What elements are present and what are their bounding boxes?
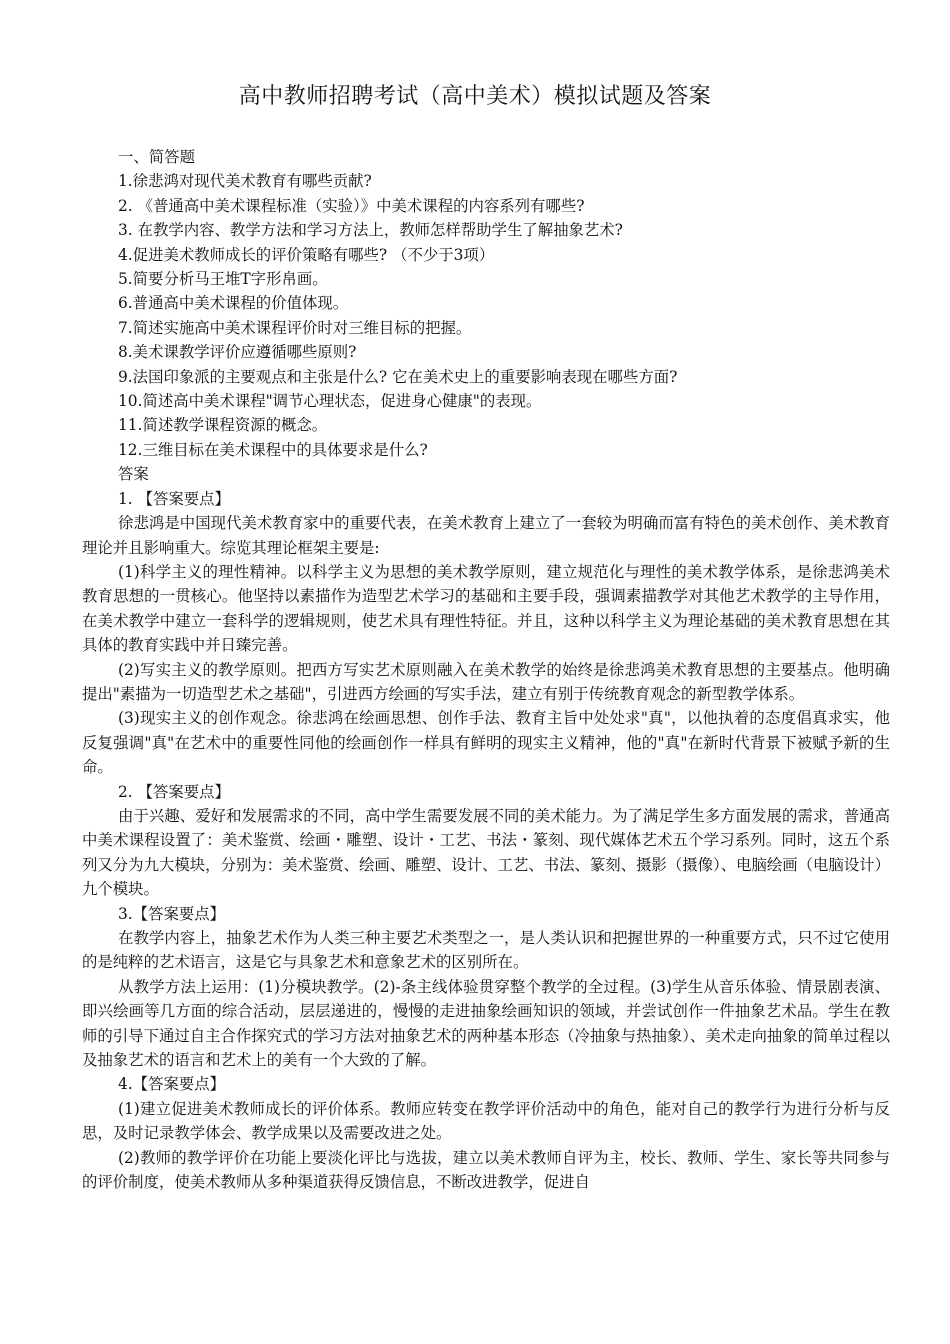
answer-1-point-2: (2)写实主义的教学原则。把西方写实艺术原则融入在美术教学的始终是徐悲鸿美术教育思想的主要基点。他明确提出"素描为一切造型艺术之基础"，引进西方绘画的写实手法，建立有别于传统教育观念的新型教学体系。 [82,660,890,703]
question-item: 9.法国印象派的主要观点和主张是什么? 它在美术史上的重要影响表现在哪些方面? [118,367,678,386]
answer-4-point-1: (1)建立促进美术教师成长的评价体系。教师应转变在教学评价活动中的角色，能对自己的教学行为进行分析与反思，及时记录教学体会、教学成果以及需要改进之处。 [82,1099,890,1143]
question-item: 1.徐悲鸿对现代美术教育有哪些贡献? [118,172,372,191]
section-heading: 一、简答题 [118,148,195,166]
answer-1-intro: 徐悲鸿是中国现代美术教育家中的重要代表，在美术教育上建立了一套较为明确而富有特色的美术创作、美术教育理论并且影响重大。综览其理论框架主要是: [82,514,890,557]
question-item: 2. 《普通高中美术课程标准（实验）》中美术课程的内容系列有哪些? [118,196,585,215]
answer-3-label: 3.【答案要点】 [118,904,226,923]
answer-1-point-1: (1)科学主义的理性精神。以科学主义为思想的美术教学原则，建立规范化与理性的美术教学体系，是徐悲鸿美术教育思想的一贯核心。他坚持以素描作为造型艺术学习的基础和主要手段，强调素描教学对其他艺术教学的主导作用，在美术教学中建立一套科学的逻辑规则，使艺术具有理性特征。并且，这种以科学主义为理论基础的美术教育思想在其具体的教育实践中并日臻完善。 [82,562,890,655]
question-item: 6.普通高中美术课程的价值体现。 [118,294,349,313]
question-item: 4.促进美术教师成长的评价策略有哪些? （不少于3项） [118,245,495,264]
question-item: 3. 在教学内容、教学方法和学习方法上，教师怎样帮助学生了解抽象艺术? [118,221,623,240]
answer-4-label: 4.【答案要点】 [118,1075,226,1094]
question-item: 10.简述高中美术课程"调节心理状态，促进身心健康"的表现。 [118,392,542,411]
question-item: 8.美术课教学评价应遵循哪些原则? [118,343,357,362]
document-title: 高中教师招聘考试（高中美术）模拟试题及答案 [238,84,712,109]
answer-4-point-2: (2)教师的教学评价在功能上要淡化评比与选拔，建立以美术教师自评为主，校长、教师、学生、家长等共同参与的评价制度，使美术教师从多种渠道获得反馈信息，不断改进教学，促进自 [82,1148,890,1192]
question-item: 11.简述教学课程资源的概念。 [118,416,328,435]
document-body [82,145,890,1194]
answer-3-paragraph-2: 从教学方法上运用：(1)分模块教学。(2)-条主线体验贯穿整个教学的全过程。(3)学生从音乐体验、情景剧表演、即兴绘画等几方面的综合活动，层层递进的，慢慢的走进抽象绘画知识的领域，并尝试创作一件抽象艺术品。学生在教师的引导下通过自主合作探究式的学习方法对抽象艺术的两种基本形态（冷抽象与热抽象）、美术走向抽象的简单过程以及抽象艺术的语言和艺术上的美有一个大致的了解。 [82,977,891,1070]
answer-1-point-3: (3)现实主义的创作观念。徐悲鸿在绘画思想、创作手法、教育主旨中处处求"真"，以他执着的态度倡真求实，他反复强调"真"在艺术中的重要性同他的绘画创作一样具有鲜明的现实主义精神，他的"真"在新时代背景下被赋予新的生命。 [82,709,890,777]
question-item: 5.简要分析马王堆T字形帛画。 [118,270,328,289]
question-item: 12.三维目标在美术课程中的具体要求是什么? [118,440,428,459]
answer-1-label: 1. 【答案要点】 [118,489,230,508]
question-item: 7.简述实施高中美术课程评价时对三维目标的把握。 [118,318,472,337]
answer-2-paragraph: 由于兴趣、爱好和发展需求的不同，高中学生需要发展不同的美术能力。为了满足学生多方面发展的需求，普通高中美术课程设置了：美术鉴赏、绘画・雕塑、设计・工艺、书法・篆刻、现代媒体艺术五个学习系列。同时，这五个系列又分为九大模块，分别为：美术鉴赏、绘画、雕塑、设计、工艺、书法、篆刻、摄影（摄像）、电脑绘画（电脑设计）九个模块。 [82,806,891,899]
answer-2-label: 2. 【答案要点】 [118,782,230,801]
answer-3-paragraph-1: 在教学内容上，抽象艺术作为人类三种主要艺术类型之一，是人类认识和把握世界的一种重要方式，只不过它使用的是纯粹的艺术语言，这是它与具象艺术和意象艺术的区别所在。 [82,929,890,972]
answer-heading: 答案 [118,465,149,484]
